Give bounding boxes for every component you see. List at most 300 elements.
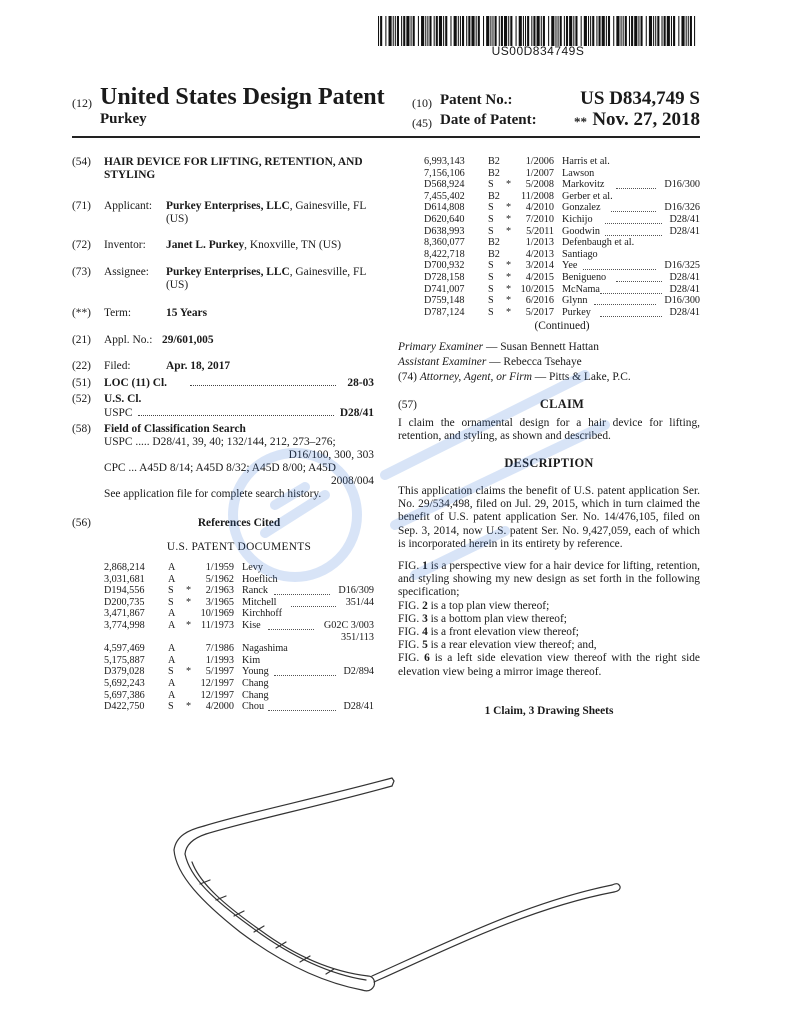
reference-kind: A bbox=[168, 678, 176, 689]
field-search-cpc-cont: 2008/004 bbox=[330, 475, 374, 487]
reference-kind: S bbox=[488, 260, 494, 272]
reference-number: 7,156,106 bbox=[424, 167, 465, 179]
loc-label: LOC (11) Cl. bbox=[104, 377, 167, 389]
inventor-value bbox=[166, 239, 376, 252]
figure-text: is a top plan view thereof; bbox=[427, 599, 550, 612]
reference-row bbox=[424, 226, 700, 238]
reference-cited-by-examiner-mark: * bbox=[186, 585, 192, 597]
applicant-name: Purkey Enterprises, LLC bbox=[166, 200, 290, 212]
assignee-location: , Gainesville, FL (US) bbox=[166, 266, 366, 291]
barcode-bar bbox=[519, 16, 522, 46]
reference-date: 1/2006 bbox=[525, 156, 554, 167]
barcode-bar bbox=[662, 16, 663, 46]
reference-class: D2/894 bbox=[343, 666, 374, 678]
field-search-cpc: CPC ... A45D 8/14; A45D 8/32; A45D 8/00; A45D bbox=[104, 462, 336, 474]
barcode-bar bbox=[569, 16, 572, 46]
inventor-short: Purkey bbox=[100, 111, 147, 127]
barcode-bar bbox=[694, 16, 695, 46]
barcode-bar bbox=[560, 16, 562, 46]
reference-date: 4/2000 bbox=[205, 701, 234, 713]
figure-number: 2 bbox=[422, 599, 428, 612]
figure-description bbox=[398, 626, 700, 639]
code-72: (72) bbox=[72, 239, 91, 251]
barcode-bar bbox=[413, 16, 415, 46]
barcode bbox=[378, 16, 698, 46]
field-search-label: Field of Classification Search bbox=[104, 423, 246, 435]
reference-row bbox=[424, 202, 700, 214]
barcode-bar bbox=[558, 16, 559, 46]
reference-date: 1/1993 bbox=[205, 654, 234, 666]
reference-cited-by-examiner-mark: * bbox=[186, 620, 192, 631]
appl-no-label: Appl. No.: bbox=[104, 334, 153, 346]
reference-date: 7/1986 bbox=[205, 643, 234, 655]
assistant-examiner-label: Assistant Examiner bbox=[398, 356, 487, 368]
barcode-bar bbox=[395, 16, 396, 46]
assignee-name: Purkey Enterprises, LLC bbox=[166, 266, 290, 278]
barcode-bar bbox=[401, 16, 402, 46]
field-search-uspc-cont: D16/100, 300, 303 bbox=[288, 449, 374, 461]
reference-kind: B2 bbox=[488, 167, 500, 179]
reference-name: Gerber et al. bbox=[562, 190, 613, 202]
barcode-bar bbox=[537, 16, 540, 46]
reference-class: D28/41 bbox=[669, 306, 700, 318]
reference-number: 3,031,681 bbox=[104, 573, 145, 585]
leader-dots bbox=[274, 666, 336, 676]
barcode-bar bbox=[634, 16, 637, 46]
reference-row bbox=[104, 701, 374, 713]
attorney bbox=[398, 371, 631, 384]
reference-name: Chang bbox=[242, 689, 269, 701]
barcode-bar bbox=[523, 16, 524, 46]
barcode-bar bbox=[516, 16, 517, 46]
reference-number: 6,993,143 bbox=[424, 156, 465, 167]
reference-date: 5/2017 bbox=[525, 306, 554, 318]
left-reference-list bbox=[104, 562, 374, 722]
reference-row bbox=[424, 237, 700, 249]
barcode-bar bbox=[690, 16, 692, 46]
figure-prefix: FIG. bbox=[398, 560, 423, 572]
assistant-examiner-name: — Rebecca Tsehaye bbox=[486, 356, 582, 368]
reference-date: 5/2011 bbox=[526, 225, 554, 237]
reference-kind: S bbox=[488, 306, 494, 318]
figure-text: is a bottom plan view thereof; bbox=[427, 612, 567, 625]
barcode-bar bbox=[499, 16, 500, 46]
reference-kind: S bbox=[488, 214, 494, 225]
reference-number: D759,148 bbox=[424, 295, 465, 307]
reference-row bbox=[424, 214, 700, 226]
claim-heading: CLAIM bbox=[539, 397, 585, 411]
reference-row bbox=[424, 179, 700, 191]
reference-row bbox=[104, 678, 374, 690]
leader-dots bbox=[594, 295, 656, 305]
reference-date: 5/1997 bbox=[205, 666, 234, 678]
reference-row bbox=[104, 585, 374, 597]
barcode-bar bbox=[581, 16, 582, 46]
barcode-bar bbox=[566, 16, 568, 46]
barcode-bar bbox=[681, 16, 684, 46]
reference-kind: A bbox=[168, 608, 176, 620]
reference-kind: A bbox=[168, 689, 176, 701]
reference-date: 4/2010 bbox=[525, 202, 554, 214]
filed-label: Filed: bbox=[104, 360, 131, 372]
leader-dots bbox=[600, 284, 662, 294]
reference-class: D16/300 bbox=[664, 295, 700, 307]
loc-dots bbox=[190, 385, 336, 386]
barcode-bar bbox=[378, 16, 379, 46]
figure-prefix: FIG. bbox=[398, 599, 423, 612]
reference-cited-by-examiner-mark: * bbox=[506, 283, 512, 295]
reference-cited-by-examiner-mark: * bbox=[506, 179, 512, 191]
barcode-bar bbox=[462, 16, 464, 46]
figure-text: is a perspective view for a hair device for lifting, retention, and styling showing my new design as set forth in the following specification; bbox=[398, 560, 700, 599]
barcode-bar bbox=[445, 16, 447, 46]
reference-cited-by-examiner-mark: * bbox=[186, 596, 192, 608]
code-56: (56) bbox=[72, 517, 91, 529]
drawing-sheets: 1 Claim, 3 Drawing Sheets bbox=[484, 705, 614, 717]
reference-class: D28/41 bbox=[669, 225, 700, 237]
reference-number: 3,774,998 bbox=[104, 620, 145, 631]
barcode-bar bbox=[688, 16, 689, 46]
barcode-bar bbox=[671, 16, 672, 46]
reference-row bbox=[104, 574, 374, 586]
barcode-number: US00D834749S bbox=[491, 44, 585, 58]
reference-date: 1/1959 bbox=[205, 562, 234, 573]
reference-class: D16/300 bbox=[664, 179, 700, 191]
reference-name: Levy bbox=[242, 562, 263, 573]
reference-row bbox=[104, 608, 374, 620]
reference-row bbox=[424, 272, 700, 284]
reference-kind: B2 bbox=[488, 248, 500, 260]
barcode-bar bbox=[664, 16, 666, 46]
barcode-bar bbox=[471, 16, 474, 46]
barcode-bar bbox=[425, 16, 426, 46]
reference-row bbox=[424, 156, 700, 168]
barcode-bar bbox=[476, 16, 477, 46]
leader-dots bbox=[605, 226, 661, 236]
code-71: (71) bbox=[72, 200, 91, 212]
reference-row bbox=[104, 690, 374, 702]
code-45: (45) bbox=[412, 116, 432, 130]
barcode-bar bbox=[478, 16, 480, 46]
reference-date: 4/2013 bbox=[525, 248, 554, 260]
barcode-bar bbox=[406, 16, 409, 46]
reference-name: Santiago bbox=[562, 248, 598, 260]
barcode-bar bbox=[631, 16, 633, 46]
barcode-bar bbox=[592, 16, 594, 46]
reference-kind: B2 bbox=[488, 237, 500, 249]
reference-name: Harris et al. bbox=[562, 156, 610, 167]
patent-number: US D834,749 S bbox=[580, 88, 700, 109]
barcode-bar bbox=[527, 16, 529, 46]
reference-number: 2,868,214 bbox=[104, 562, 145, 573]
barcode-bar bbox=[436, 16, 438, 46]
reference-cited-by-examiner-mark: * bbox=[506, 260, 512, 272]
code-term: (**) bbox=[72, 307, 91, 319]
barcode-bar bbox=[667, 16, 670, 46]
attorney-code: (74) bbox=[398, 371, 417, 383]
reference-name: Mitchell bbox=[242, 596, 277, 608]
barcode-bar bbox=[427, 16, 428, 46]
barcode-bar bbox=[429, 16, 431, 46]
reference-kind: S bbox=[488, 295, 494, 307]
figure-list bbox=[398, 560, 700, 679]
applicant-location: , Gainesville, FL (US) bbox=[166, 200, 366, 225]
document-title: United States Design Patent bbox=[100, 84, 385, 110]
reference-date: 3/2014 bbox=[525, 260, 554, 272]
figure-text: is a rear elevation view thereof; and, bbox=[427, 639, 597, 652]
reference-number: 5,692,243 bbox=[104, 678, 145, 689]
reference-kind: S bbox=[168, 596, 174, 608]
code-52: (52) bbox=[72, 393, 91, 405]
filed-value: Apr. 18, 2017 bbox=[166, 360, 231, 372]
code-73: (73) bbox=[72, 266, 91, 278]
reference-class: D16/309 bbox=[338, 585, 374, 597]
figure-description bbox=[398, 613, 700, 626]
barcode-bar bbox=[638, 16, 639, 46]
leader-dots bbox=[616, 179, 656, 189]
date-marker: ** bbox=[574, 114, 587, 129]
uspc-label: USPC bbox=[104, 407, 133, 419]
barcode-bar bbox=[439, 16, 442, 46]
barcode-bar bbox=[421, 16, 424, 46]
reference-date: 10/1969 bbox=[200, 608, 234, 620]
reference-row bbox=[424, 168, 700, 180]
barcode-bar bbox=[411, 16, 412, 46]
barcode-bar bbox=[460, 16, 461, 46]
barcode-bar bbox=[458, 16, 459, 46]
barcode-bar bbox=[616, 16, 619, 46]
figure-description bbox=[398, 652, 700, 678]
figure-prefix: FIG. bbox=[398, 639, 423, 652]
barcode-bar bbox=[533, 16, 535, 46]
reference-row bbox=[104, 620, 374, 632]
attorney-name: — Pitts & Lake, P.C. bbox=[531, 371, 631, 383]
reference-row bbox=[104, 666, 374, 678]
barcode-bar bbox=[466, 16, 467, 46]
reference-kind: S bbox=[488, 225, 494, 237]
reference-number: 5,697,386 bbox=[104, 689, 145, 701]
reference-name: Kirchhoff bbox=[242, 608, 282, 620]
loc-value: 28-03 bbox=[347, 377, 374, 389]
reference-class: 351/113 bbox=[340, 631, 374, 643]
reference-date: 12/1997 bbox=[200, 689, 234, 701]
reference-name: Ranck bbox=[242, 585, 269, 597]
barcode-bar bbox=[621, 16, 622, 46]
leader-dots bbox=[274, 585, 330, 595]
barcode-bar bbox=[655, 16, 656, 46]
barcode-bar bbox=[590, 16, 591, 46]
barcode-bar bbox=[504, 16, 507, 46]
reference-number: D200,735 bbox=[104, 596, 145, 608]
figure-text: is a front elevation view thereof; bbox=[427, 626, 579, 639]
figure-number: 5 bbox=[422, 639, 428, 652]
reference-cited-by-examiner-mark: * bbox=[506, 202, 512, 214]
reference-date: 3/1965 bbox=[205, 596, 234, 608]
barcode-bar bbox=[673, 16, 675, 46]
reference-name: Benigueno bbox=[562, 272, 607, 283]
reference-name: Purkey bbox=[562, 306, 591, 318]
barcode-bar bbox=[623, 16, 624, 46]
reference-number: D422,750 bbox=[104, 701, 145, 713]
reference-name: Lawson bbox=[562, 167, 595, 179]
reference-number: D700,932 bbox=[424, 260, 465, 272]
barcode-bar bbox=[510, 16, 512, 46]
reference-number: D741,007 bbox=[424, 283, 465, 295]
reference-class: D16/325 bbox=[664, 260, 700, 272]
reference-date: 4/2015 bbox=[525, 272, 554, 283]
reference-name: Defenbaugh et al. bbox=[562, 237, 635, 249]
barcode-bar bbox=[657, 16, 659, 46]
barcode-bar bbox=[573, 16, 574, 46]
reference-number: D728,158 bbox=[424, 272, 465, 283]
us-cl-label: U.S. Cl. bbox=[104, 393, 142, 405]
reference-cited-by-examiner-mark: * bbox=[186, 701, 192, 713]
barcode-bar bbox=[397, 16, 399, 46]
primary-examiner-name: — Susan Bennett Hattan bbox=[483, 341, 599, 353]
reference-number: 4,597,469 bbox=[104, 643, 145, 655]
inventor-name: Janet L. Purkey bbox=[166, 239, 245, 251]
reference-date: 11/1973 bbox=[200, 620, 234, 631]
barcode-bar bbox=[649, 16, 652, 46]
reference-name: Kichijo bbox=[562, 214, 593, 225]
uspc-value: D28/41 bbox=[339, 407, 374, 419]
code-54: (54) bbox=[72, 156, 91, 168]
description-heading: DESCRIPTION bbox=[504, 456, 594, 470]
reference-class: D16/326 bbox=[664, 202, 700, 214]
reference-date: 1/2007 bbox=[525, 167, 554, 179]
barcode-bar bbox=[555, 16, 556, 46]
hair-device-drawing bbox=[130, 760, 640, 1010]
patent-no-label: Patent No.: bbox=[440, 92, 513, 108]
barcode-bar bbox=[525, 16, 526, 46]
reference-kind: S bbox=[488, 283, 494, 295]
reference-date: 1/2013 bbox=[525, 237, 554, 249]
barcode-bar bbox=[606, 16, 607, 46]
reference-row bbox=[104, 562, 374, 574]
barcode-bar bbox=[468, 16, 470, 46]
barcode-bar bbox=[389, 16, 392, 46]
barcode-bar bbox=[490, 16, 491, 46]
leader-dots bbox=[583, 260, 656, 270]
reference-row bbox=[424, 191, 700, 203]
design-title: HAIR DEVICE FOR LIFTING, RETENTION, AND STYLING bbox=[104, 156, 363, 181]
reference-class: D28/41 bbox=[343, 701, 374, 713]
reference-kind: S bbox=[168, 666, 174, 678]
figure-prefix: FIG. bbox=[398, 652, 425, 665]
barcode-bar bbox=[483, 16, 484, 46]
assistant-examiner bbox=[398, 356, 582, 369]
continued-label: (Continued) bbox=[534, 320, 590, 332]
barcode-bar bbox=[495, 16, 497, 46]
reference-number: 7,455,402 bbox=[424, 190, 465, 202]
leader-dots bbox=[600, 307, 662, 317]
barcode-bar bbox=[508, 16, 509, 46]
reference-row bbox=[104, 643, 374, 655]
reference-cited-by-examiner-mark: * bbox=[506, 272, 512, 283]
reference-kind: S bbox=[488, 272, 494, 283]
uspc-dots bbox=[138, 415, 334, 416]
leader-dots bbox=[268, 620, 314, 630]
reference-cited-by-examiner-mark: * bbox=[186, 666, 192, 678]
description-text: This application claims the benefit of U.S. patent application Ser. No. 29/534,498, filed on Jul. 29, 2015, which in turn claimed the benefit of U.S. patent application Ser. No. 14/476,105, filed on Sep. 3, 2014, now U.S. patent Ser. No. 9,427,059, each of which is incorporated herein in its entirety by reference. bbox=[398, 485, 700, 550]
claim-text: I claim the ornamental design for a hair device for lifting, retention, and styling, as shown and described. bbox=[398, 417, 700, 443]
reference-name: Markovitz bbox=[562, 179, 605, 191]
barcode-bar bbox=[575, 16, 577, 46]
figure-number: 4 bbox=[422, 626, 428, 639]
assignee-label: Assignee: bbox=[104, 266, 149, 278]
references-cited-heading: References Cited bbox=[197, 517, 281, 529]
barcode-bar bbox=[678, 16, 679, 46]
attorney-label: Attorney, Agent, or Firm bbox=[419, 371, 532, 383]
primary-examiner-label: Primary Examiner bbox=[398, 341, 484, 353]
barcode-bar bbox=[653, 16, 654, 46]
reference-name: Hoeflich bbox=[242, 573, 278, 585]
reference-date: 5/1962 bbox=[205, 573, 234, 585]
reference-name: Gonzalez bbox=[562, 202, 601, 214]
reference-kind: A bbox=[168, 573, 176, 585]
barcode-bar bbox=[492, 16, 493, 46]
reference-name: Goodwin bbox=[562, 225, 600, 237]
reference-kind: S bbox=[488, 179, 494, 191]
reference-cited-by-examiner-mark: * bbox=[506, 295, 512, 307]
barcode-bar bbox=[418, 16, 419, 46]
reference-kind: B2 bbox=[488, 156, 500, 167]
reference-cited-by-examiner-mark: * bbox=[506, 225, 512, 237]
barcode-bar bbox=[613, 16, 614, 46]
reference-class: D28/41 bbox=[669, 283, 700, 295]
reference-name: Glynn bbox=[562, 295, 588, 307]
search-history-note: See application file for complete search history. bbox=[104, 488, 322, 500]
reference-number: D614,808 bbox=[424, 202, 465, 214]
reference-number: 8,422,718 bbox=[424, 248, 465, 260]
code-57: (57) bbox=[398, 399, 417, 411]
barcode-bar bbox=[531, 16, 532, 46]
reference-name: Kim bbox=[242, 654, 261, 666]
reference-class: G02C 3/003 bbox=[323, 620, 374, 631]
barcode-bar bbox=[501, 16, 503, 46]
reference-number: 5,175,887 bbox=[104, 654, 145, 666]
leader-dots bbox=[291, 597, 336, 607]
reference-name: Chang bbox=[242, 678, 269, 689]
barcode-bar bbox=[486, 16, 489, 46]
reference-class: D28/41 bbox=[669, 272, 700, 283]
barcode-bar bbox=[602, 16, 605, 46]
reference-number: D620,640 bbox=[424, 214, 465, 225]
reference-date: 10/2015 bbox=[520, 283, 554, 295]
barcode-bar bbox=[629, 16, 630, 46]
leader-dots bbox=[268, 701, 335, 711]
reference-kind: S bbox=[488, 202, 494, 214]
barcode-bar bbox=[564, 16, 565, 46]
assignee-value bbox=[166, 266, 376, 292]
code-22: (22) bbox=[72, 360, 91, 372]
leader-dots bbox=[616, 272, 661, 282]
reference-number: D379,028 bbox=[104, 666, 145, 678]
barcode-bar bbox=[686, 16, 687, 46]
reference-cited-by-examiner-mark: * bbox=[506, 306, 512, 318]
applicant-value bbox=[166, 200, 376, 226]
barcode-bar bbox=[403, 16, 405, 46]
barcode-bar bbox=[608, 16, 610, 46]
barcode-bar bbox=[596, 16, 597, 46]
reference-row bbox=[424, 260, 700, 272]
reference-row bbox=[104, 597, 374, 609]
barcode-bar bbox=[551, 16, 554, 46]
figure-number: 3 bbox=[422, 612, 428, 625]
reference-date: 5/2008 bbox=[525, 179, 554, 191]
barcode-bar bbox=[454, 16, 457, 46]
reference-cited-by-examiner-mark: * bbox=[506, 214, 512, 225]
